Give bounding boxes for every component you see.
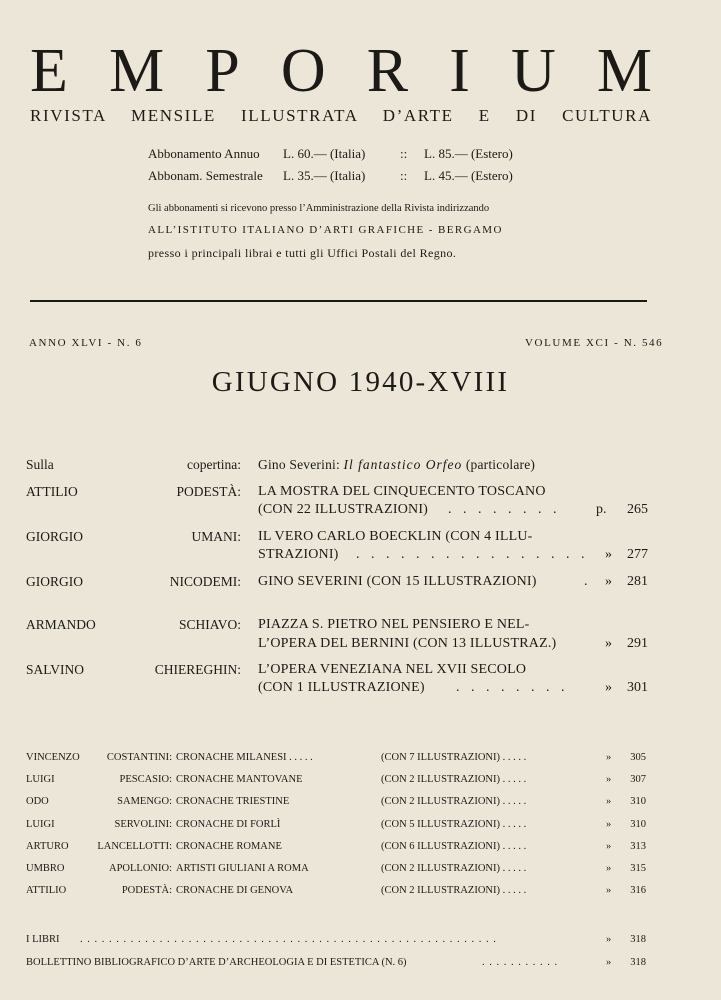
subscription-price-abroad: L. 85.— (Estero) xyxy=(424,146,513,161)
page-number: 313 xyxy=(630,841,646,852)
subscription-note: Gli abbonamenti si ricevono presso l’Amministrazione della Rivista indirizzando xyxy=(148,203,490,214)
article-title: GINO SEVERINI (CON 15 ILLUSTRAZIONI) xyxy=(258,574,537,589)
subscription-label: Abbonam. Semestrale xyxy=(148,168,263,183)
bibliography-section: BOLLETTINO BIBLIOGRAFICO D’ARTE D’ARCHEOLOGIA E DI ESTETICA (N. 6) xyxy=(26,957,407,968)
chronicle-title: CRONACHE TRIESTINE xyxy=(176,796,290,807)
page-number: 305 xyxy=(630,752,646,763)
page-marker: » xyxy=(606,841,612,852)
masthead-title xyxy=(30,37,652,105)
page-number: 301 xyxy=(627,680,648,695)
subscription-separator: :: xyxy=(400,146,408,161)
article-title-cont: (CON 1 ILLUSTRAZIONE) xyxy=(258,680,425,695)
chronicle-illustrations: (CON 2 ILLUSTRAZIONI) . . . . . xyxy=(381,774,527,785)
leader-dots: . xyxy=(584,574,592,589)
page-marker: » xyxy=(606,885,612,896)
page-marker: » xyxy=(605,636,612,651)
books-section: I LIBRI xyxy=(26,934,60,945)
issue-number: ANNO XLVI - N. 6 xyxy=(29,337,143,349)
chronicle-author: ARTURO LANCELLOTTI: xyxy=(26,841,172,852)
chronicle-author: VINCENZO COSTANTINI: xyxy=(26,752,172,763)
page-number: 291 xyxy=(627,636,648,651)
issue-title: GIUGNO 1940-XVIII xyxy=(211,366,510,398)
page-marker: » xyxy=(606,752,612,763)
page-number: 310 xyxy=(630,796,646,807)
article-title: IL VERO CARLO BOECKLIN (CON 4 ILLU- xyxy=(258,529,533,544)
page-number: 281 xyxy=(627,574,648,589)
chronicle-illustrations: (CON 2 ILLUSTRAZIONI) . . . . . xyxy=(381,863,527,874)
masthead-letter: E xyxy=(30,37,68,105)
volume-number: VOLUME XCI - N. 546 xyxy=(525,337,664,349)
cover-note: (particolare) xyxy=(465,457,536,472)
page-marker: » xyxy=(605,680,612,695)
page-marker: » xyxy=(605,574,612,589)
masthead-letter: M xyxy=(596,37,652,105)
leader-dots: . . . . . . . . . . . xyxy=(482,957,559,968)
subscription-label: Abbonamento Annuo xyxy=(148,146,260,161)
chronicle-title: CRONACHE ROMANE xyxy=(176,841,282,852)
masthead-subtitle: RIVISTA MENSILE ILLUSTRATA D’ARTE E DI CULTURA xyxy=(30,106,652,125)
article-author: GIORGIO UMANI: xyxy=(26,529,241,544)
subscription-price-italy: L. 35.— (Italia) xyxy=(283,168,366,183)
masthead-letter: U xyxy=(510,37,556,105)
article-title-cont: STRAZIONI) xyxy=(258,547,339,562)
chronicle-illustrations: (CON 6 ILLUSTRAZIONI) . . . . . xyxy=(381,841,527,852)
cover-artist: Gino Severini: xyxy=(258,457,340,472)
publisher-address: ALL’ISTITUTO ITALIANO D’ARTI GRAFICHE - BERGAMO xyxy=(148,224,503,236)
article-title: PIAZZA S. PIETRO NEL PENSIERO E NEL- xyxy=(258,617,530,632)
masthead-letter: I xyxy=(449,37,470,105)
masthead-letter: P xyxy=(205,37,240,105)
masthead-letter: M xyxy=(108,37,165,105)
chronicle-title: ARTISTI GIULIANI A ROMA xyxy=(176,863,309,874)
article-author: SALVINO CHIEREGHIN: xyxy=(26,662,241,677)
chronicle-title: CRONACHE DI FORLÌ xyxy=(176,819,281,830)
chronicle-title: CRONACHE MILANESI . . . . . xyxy=(176,752,313,763)
article-author: GIORGIO NICODEMI: xyxy=(26,574,241,589)
page-number: 307 xyxy=(630,774,646,785)
cover-label: Sulla copertina: xyxy=(26,457,241,472)
chronicle-author: UMBRO APOLLONIO: xyxy=(26,863,172,874)
page-marker: p. xyxy=(596,502,607,517)
page-marker: » xyxy=(606,774,612,785)
article-author: ATTILIO PODESTÀ: xyxy=(26,484,241,499)
article-title-cont: (CON 22 ILLUSTRAZIONI) xyxy=(258,502,429,517)
cover-credit xyxy=(258,457,535,473)
subscription-price-italy: L. 60.— (Italia) xyxy=(283,146,366,161)
masthead-letter: R xyxy=(366,37,409,105)
chronicle-title: CRONACHE DI GENOVA xyxy=(176,885,294,896)
divider xyxy=(30,300,647,302)
page-number: 315 xyxy=(630,863,646,874)
chronicle-author: ODO SAMENGO: xyxy=(26,796,172,807)
page-number: 316 xyxy=(630,885,646,896)
article-title: L’OPERA VENEZIANA NEL XVII SECOLO xyxy=(258,662,527,677)
chronicle-title: CRONACHE MANTOVANE xyxy=(176,774,303,785)
subscription-price-abroad: L. 45.— (Estero) xyxy=(424,168,513,183)
leader-dots: . . . . . . . . . . . . . . . . . . . . . . . . . . . . . . . . . . . . . . . . . . . . . . . . . . . . . . . . . . xyxy=(80,934,497,945)
page-marker: » xyxy=(606,819,612,830)
page-marker: » xyxy=(606,796,612,807)
page-number: 265 xyxy=(627,502,648,517)
cover-work: Il fantastico Orfeo xyxy=(343,457,463,472)
chronicle-author: LUIGI PESCASIO: xyxy=(26,774,172,785)
article-title-cont: L’OPERA DEL BERNINI (CON 13 ILLUSTRAZ.) xyxy=(258,636,557,651)
page-marker: » xyxy=(606,957,612,968)
page-number: 318 xyxy=(630,934,646,945)
page-marker: » xyxy=(606,863,612,874)
chronicle-illustrations: (CON 2 ILLUSTRAZIONI) . . . . . xyxy=(381,796,527,807)
leader-dots: . . . . . . . . . . . . . . . . xyxy=(356,547,589,562)
article-author: ARMANDO SCHIAVO: xyxy=(26,617,241,632)
leader-dots: . . . . . . . . xyxy=(448,502,561,517)
page-marker: » xyxy=(605,547,612,562)
subscription-note-2: presso i principali librai e tutti gli Uffici Postali del Regno. xyxy=(148,246,457,260)
chronicle-illustrations: (CON 2 ILLUSTRAZIONI) . . . . . xyxy=(381,885,527,896)
subscription-separator: :: xyxy=(400,168,408,183)
page-number: 277 xyxy=(627,547,648,562)
page-marker: » xyxy=(606,934,612,945)
chronicle-illustrations: (CON 7 ILLUSTRAZIONI) . . . . . xyxy=(381,752,527,763)
chronicle-illustrations: (CON 5 ILLUSTRAZIONI) . . . . . xyxy=(381,819,527,830)
chronicle-author: ATTILIO PODESTÀ: xyxy=(26,885,172,896)
chronicle-author: LUIGI SERVOLINI: xyxy=(26,819,172,830)
masthead-letter: O xyxy=(280,37,326,105)
article-title: LA MOSTRA DEL CINQUECENTO TOSCANO xyxy=(258,484,546,499)
page-number: 310 xyxy=(630,819,646,830)
page-number: 318 xyxy=(630,957,646,968)
leader-dots: . . . . . . . . xyxy=(456,680,569,695)
